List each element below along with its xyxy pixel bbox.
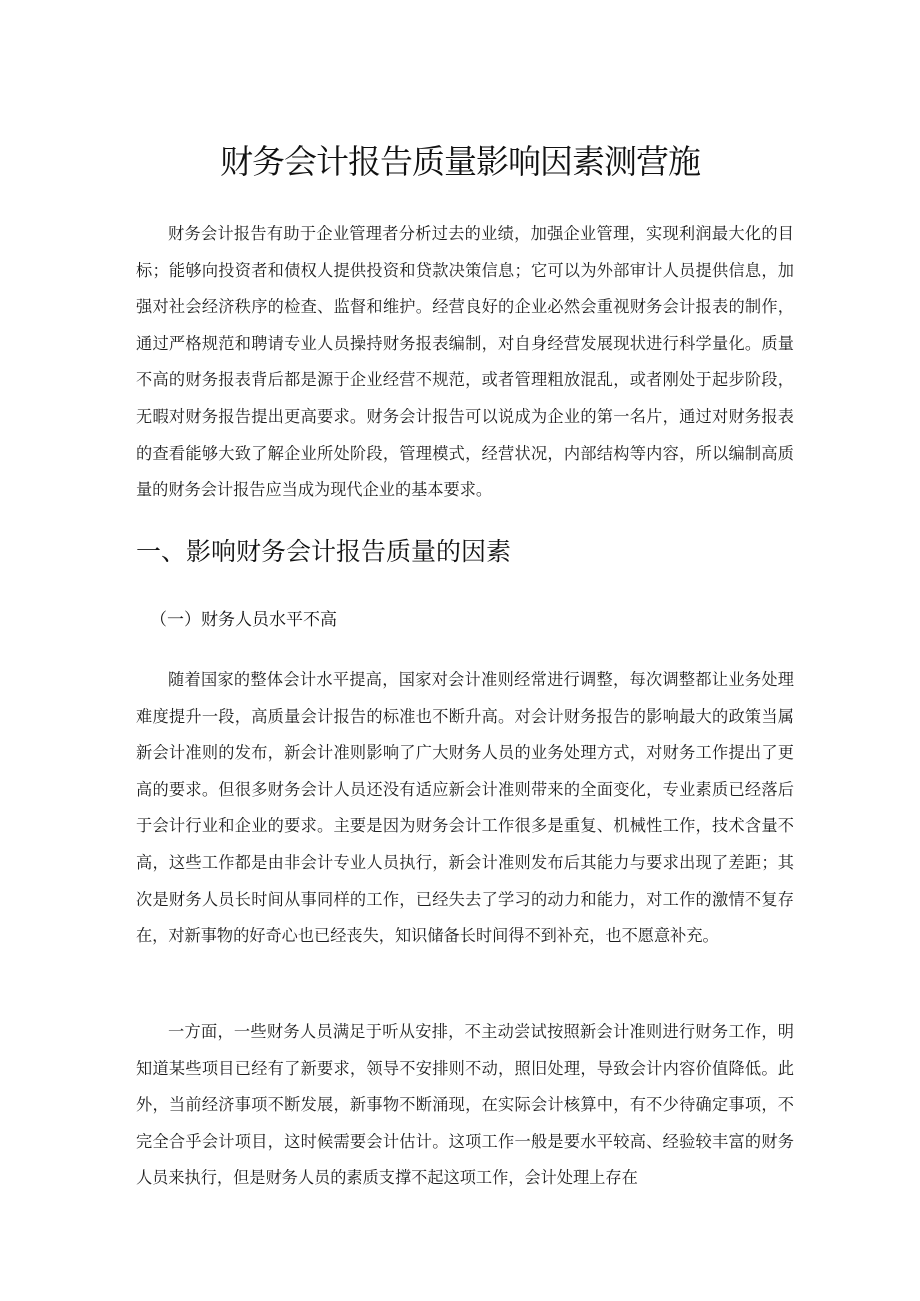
intro-paragraph: 财务会计报告有助于企业管理者分析过去的业绩，加强企业管理，实现利润最大化的目标；能够向投资者和债权人提供投资和贷款决策信息；它可以为外部审计人员提供信息，加强对社会经济秩序的检查、监督和维护。经营良好的企业必然会重视财务会计报表的制作，通过严格规范和聘请专业人员操持财务报表编制，对自身经营发展现状进行科学量化。质量不高的财务报表背后都是源于企业经营不规范，或者管理粗放混乱，或者刚处于起步阶段，无暇对财务报告提出更高要求。财务会计报告可以说成为企业的第一名片，通过对财务报表的查看能够大致了解企业所处阶段，管理模式，经营状况，内部结构等内容，所以编制高质量的财务会计报告应当成为现代企业的基本要求。 — [136, 224, 794, 500]
body-paragraph: 一方面，一些财务人员满足于听从安排，不主动尝试按照新会计准则进行财务工作，明知道某些项目已经有了新要求，领导不安排则不动，照旧处理，导致会计内容价值降低。此外，当前经济事项不断发展，新事物不断涌现，在实际会计核算中，有不少待确定事项，不完全合乎会计项目，这时候需要会计估计。这项工作一般是要水平较高、经验较丰富的财务人员来执行，但是财务人员的素质支撑不起这项工作，会计处理上存在 — [136, 1022, 794, 1188]
subsection-heading: （一）财务人员水平不高 — [150, 610, 337, 630]
body-paragraph: 随着国家的整体会计水平提高，国家对会计准则经常进行调整，每次调整都让业务处理难度提升一段，高质量会计报告的标准也不断升高。对会计财务报告的影响最大的政策当属新会计准则的发布，新会计准则影响了广大财务人员的业务处理方式，对财务工作提出了更高的要求。但很多财务会计人员还没有适应新会计准则带来的全面变化，专业素质已经落后于会计行业和企业的要求。主要是因为财务会计工作很多是重复、机械性工作，技术含量不高，这些工作都是由非会计专业人员执行，新会计准则发布后其能力与要求出现了差距；其次是财务人员长时间从事同样的工作，已经失去了学习的动力和能力，对工作的激情不复存在，对新事物的好奇心也已经丧失，知识储备长时间得不到补充，也不愿意补充。 — [136, 670, 794, 946]
document-title: 财务会计报告质量影响因素测营施 — [220, 142, 700, 181]
section-heading: 一、影响财务会计报告质量的因素 — [136, 537, 512, 566]
